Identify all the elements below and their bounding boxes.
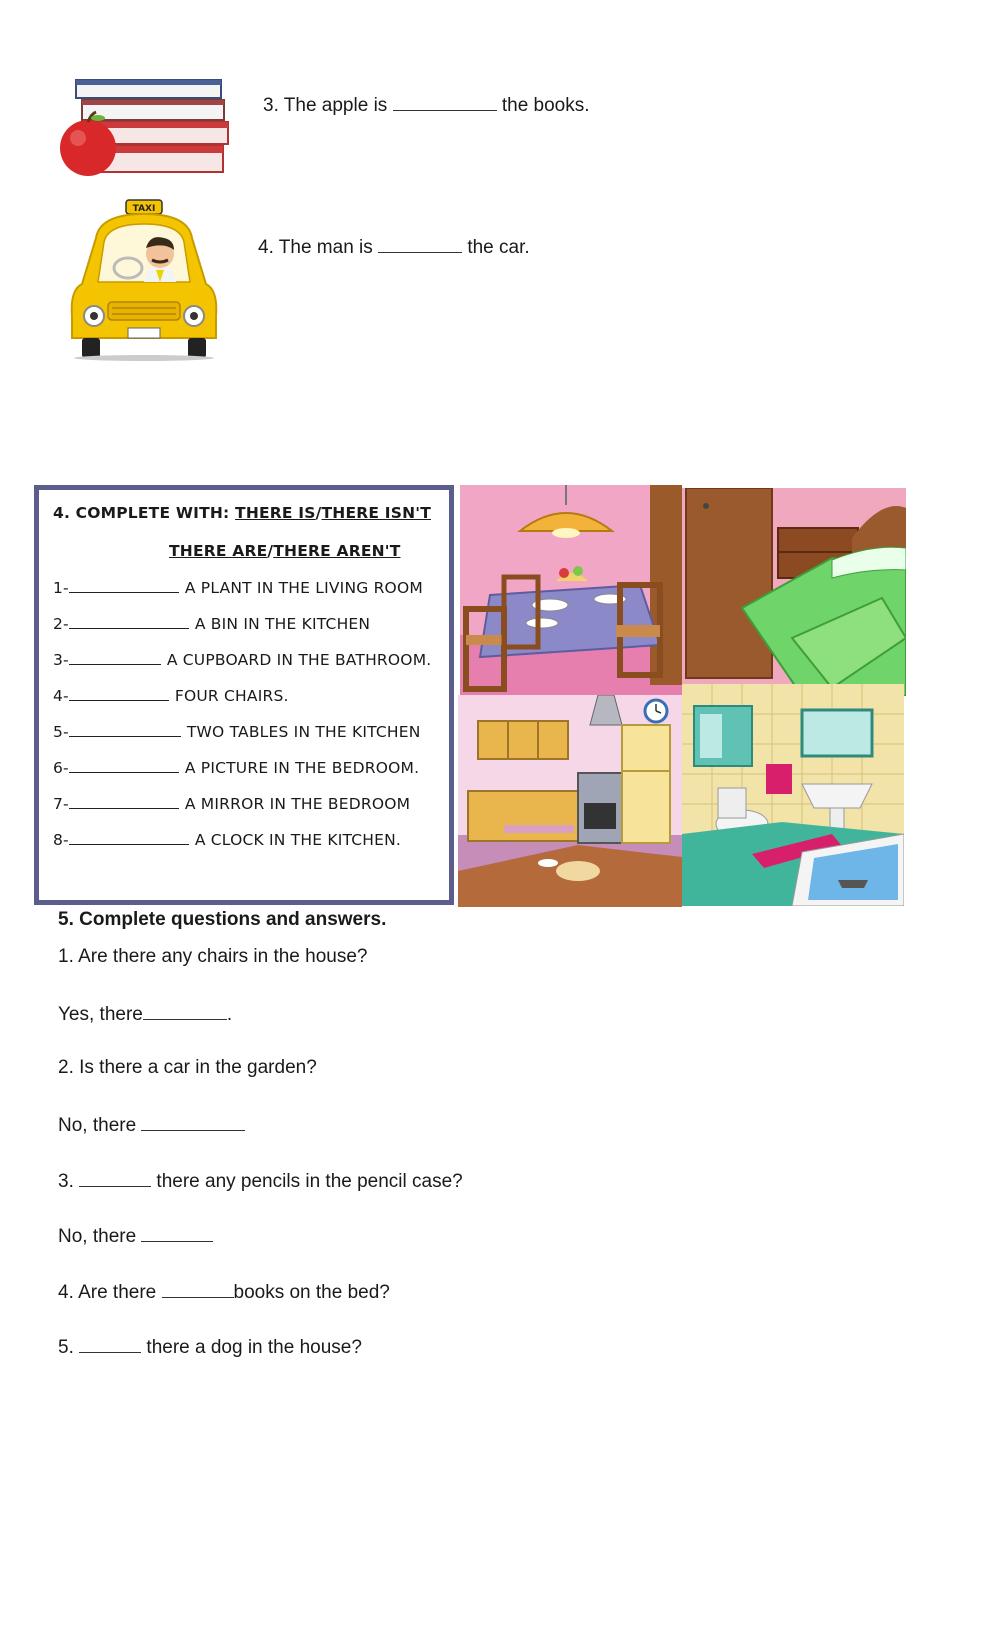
answer-prefix: No, there [58, 1115, 137, 1136]
taxi-icon [72, 200, 217, 361]
question-prefix: 3. [58, 1171, 74, 1192]
item-text: A PICTURE IN THE BEDROOM. [184, 759, 420, 777]
option-slash-2: / [267, 542, 274, 560]
question-man-prefix: 4. The man is [258, 237, 373, 258]
question-apple-prefix: 3. The apple is [263, 95, 388, 116]
question-man [258, 234, 530, 259]
question-apple-suffix: the books. [501, 95, 590, 116]
question-suffix: books on the bed? [233, 1282, 390, 1303]
option-there-isnt: THERE ISN'T [321, 504, 431, 522]
item-number: 5- [53, 723, 69, 741]
question-apple [263, 92, 590, 117]
answer-blank[interactable] [69, 794, 179, 809]
item-number: 3- [53, 651, 69, 669]
question-man-suffix: the car. [467, 237, 530, 258]
option-there-arent: THERE AREN'T [273, 542, 401, 560]
kitchen-illustration [458, 695, 682, 907]
exercise4-item [53, 686, 289, 705]
item-number: 2- [53, 615, 69, 633]
answer-blank[interactable] [69, 650, 161, 665]
answer-blank[interactable] [143, 1001, 227, 1020]
question-suffix: there a dog in the house? [146, 1337, 362, 1358]
books-apple-illustration [58, 78, 230, 182]
answer-prefix: No, there [58, 1226, 137, 1247]
exercise5-title [58, 909, 386, 931]
item-number: 6- [53, 759, 69, 777]
exercise4-title-prefix: 4. COMPLETE WITH: [53, 504, 230, 522]
answer-blank[interactable] [69, 686, 169, 701]
exercise4-item [53, 650, 431, 669]
answer-blank[interactable] [69, 614, 189, 629]
exercise4-item [53, 830, 401, 849]
exercise4-item [53, 722, 421, 741]
bedroom-illustration [682, 488, 906, 696]
item-text: A CLOCK IN THE KITCHEN. [194, 831, 402, 849]
answer-blank[interactable] [69, 830, 189, 845]
item-text: FOUR CHAIRS. [174, 687, 289, 705]
answer-suffix: . [226, 1004, 233, 1025]
exercise5-q3 [58, 1168, 463, 1193]
exercise5-title-text: 5. Complete questions and answers. [58, 909, 387, 930]
question-text: 2. Is there a car in the garden? [58, 1057, 317, 1078]
exercise5-q4 [58, 1279, 390, 1304]
answer-blank[interactable] [141, 1223, 213, 1242]
exercise5-q1 [58, 946, 367, 968]
exercise4-box [34, 485, 454, 905]
item-number: 4- [53, 687, 69, 705]
question-prefix: 4. Are there [58, 1282, 157, 1303]
item-text: A PLANT IN THE LIVING ROOM [184, 579, 423, 597]
question-prefix: 5. [58, 1337, 74, 1358]
item-text: A BIN IN THE KITCHEN [194, 615, 371, 633]
dining-room-illustration [460, 485, 682, 695]
item-number: 7- [53, 795, 69, 813]
answer-blank[interactable] [69, 578, 179, 593]
option-there-is: THERE IS [235, 504, 316, 522]
exercise5-q5 [58, 1334, 362, 1359]
exercise4-item [53, 758, 419, 777]
question-suffix: there any pencils in the pencil case? [156, 1171, 463, 1192]
answer-blank[interactable] [162, 1279, 234, 1298]
exercise4-subtitle [169, 542, 401, 560]
exercise4-item [53, 614, 370, 633]
exercise5-a2 [58, 1112, 245, 1137]
option-there-are: THERE ARE [169, 542, 268, 560]
item-number: 8- [53, 831, 69, 849]
answer-blank[interactable] [69, 758, 179, 773]
question-text: 1. Are there any chairs in the house? [58, 946, 368, 967]
exercise5-a3 [58, 1223, 213, 1248]
exercise4-item [53, 794, 410, 813]
option-slash-1: / [315, 504, 322, 522]
answer-blank[interactable] [79, 1168, 151, 1187]
exercise4-title [53, 504, 431, 522]
item-text: TWO TABLES IN THE KITCHEN [186, 723, 421, 741]
taxi-sign: TAXI [132, 204, 156, 214]
exercise4-item [53, 578, 423, 597]
answer-blank[interactable] [141, 1112, 245, 1131]
answer-prefix: Yes, there [58, 1004, 143, 1025]
answer-blank[interactable] [69, 722, 181, 737]
answer-blank-apple[interactable] [393, 92, 497, 111]
answer-blank-man[interactable] [378, 234, 462, 253]
item-number: 1- [53, 579, 69, 597]
bathroom-illustration [682, 684, 904, 906]
answer-blank[interactable] [79, 1334, 141, 1353]
exercise5-q2 [58, 1057, 317, 1079]
item-text: A MIRROR IN THE BEDROOM [184, 795, 411, 813]
taxi-illustration [68, 198, 220, 362]
exercise5-a1 [58, 1001, 232, 1026]
item-text: A CUPBOARD IN THE BATHROOM. [166, 651, 432, 669]
